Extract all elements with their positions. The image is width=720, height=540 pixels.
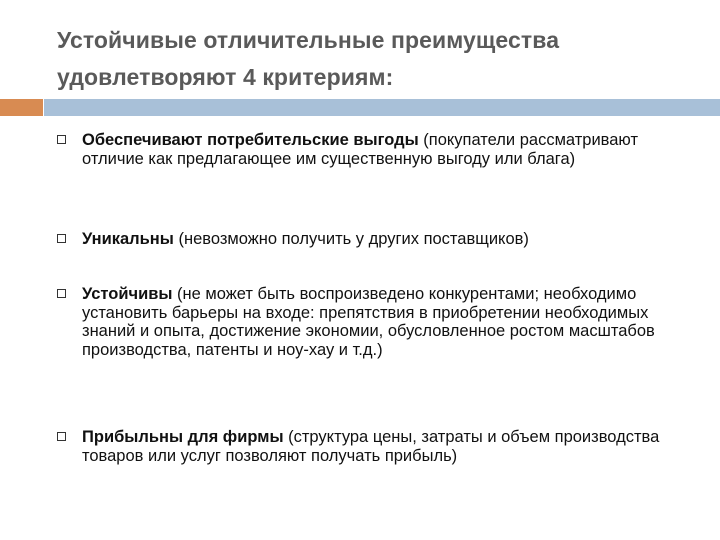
bullet-text [82, 131, 692, 168]
square-bullet-icon [57, 135, 66, 144]
bullet-text [82, 285, 692, 359]
bullet-description: (покупатели рассматривают отличие как предлагающее им существенную выгоду или блага) [82, 131, 638, 168]
square-bullet-icon [57, 289, 66, 298]
bullet-text [82, 230, 692, 249]
bullet-heading: Обеспечивают потребительские выгоды [82, 131, 419, 149]
bullet-description: (невозможно получить у других поставщиков) [173, 230, 529, 248]
bullet-heading: Уникальны [82, 230, 174, 248]
bullet-description: (не может быть воспроизведено конкурентами; необходимо установить барьеры на входе: препятствия в приобретении необходимых знаний и опыта, достижение экономии, обусловленное ростом масштабов производства, патенты и ноу-хау и т.д.) [82, 285, 655, 359]
square-bullet-icon [57, 432, 66, 441]
bullet-description: (структура цены, затраты и объем производства товаров или услуг позволяют получать прибыль) [82, 428, 660, 465]
bullet-heading: Устойчивы [82, 285, 173, 303]
bullet-text [82, 428, 692, 465]
bullet-heading: Прибыльны для фирмы [82, 428, 284, 446]
square-bullet-icon [57, 234, 66, 243]
slide-title: Устойчивые отличительные преимущества удовлетворяют 4 критериям: [57, 27, 560, 90]
